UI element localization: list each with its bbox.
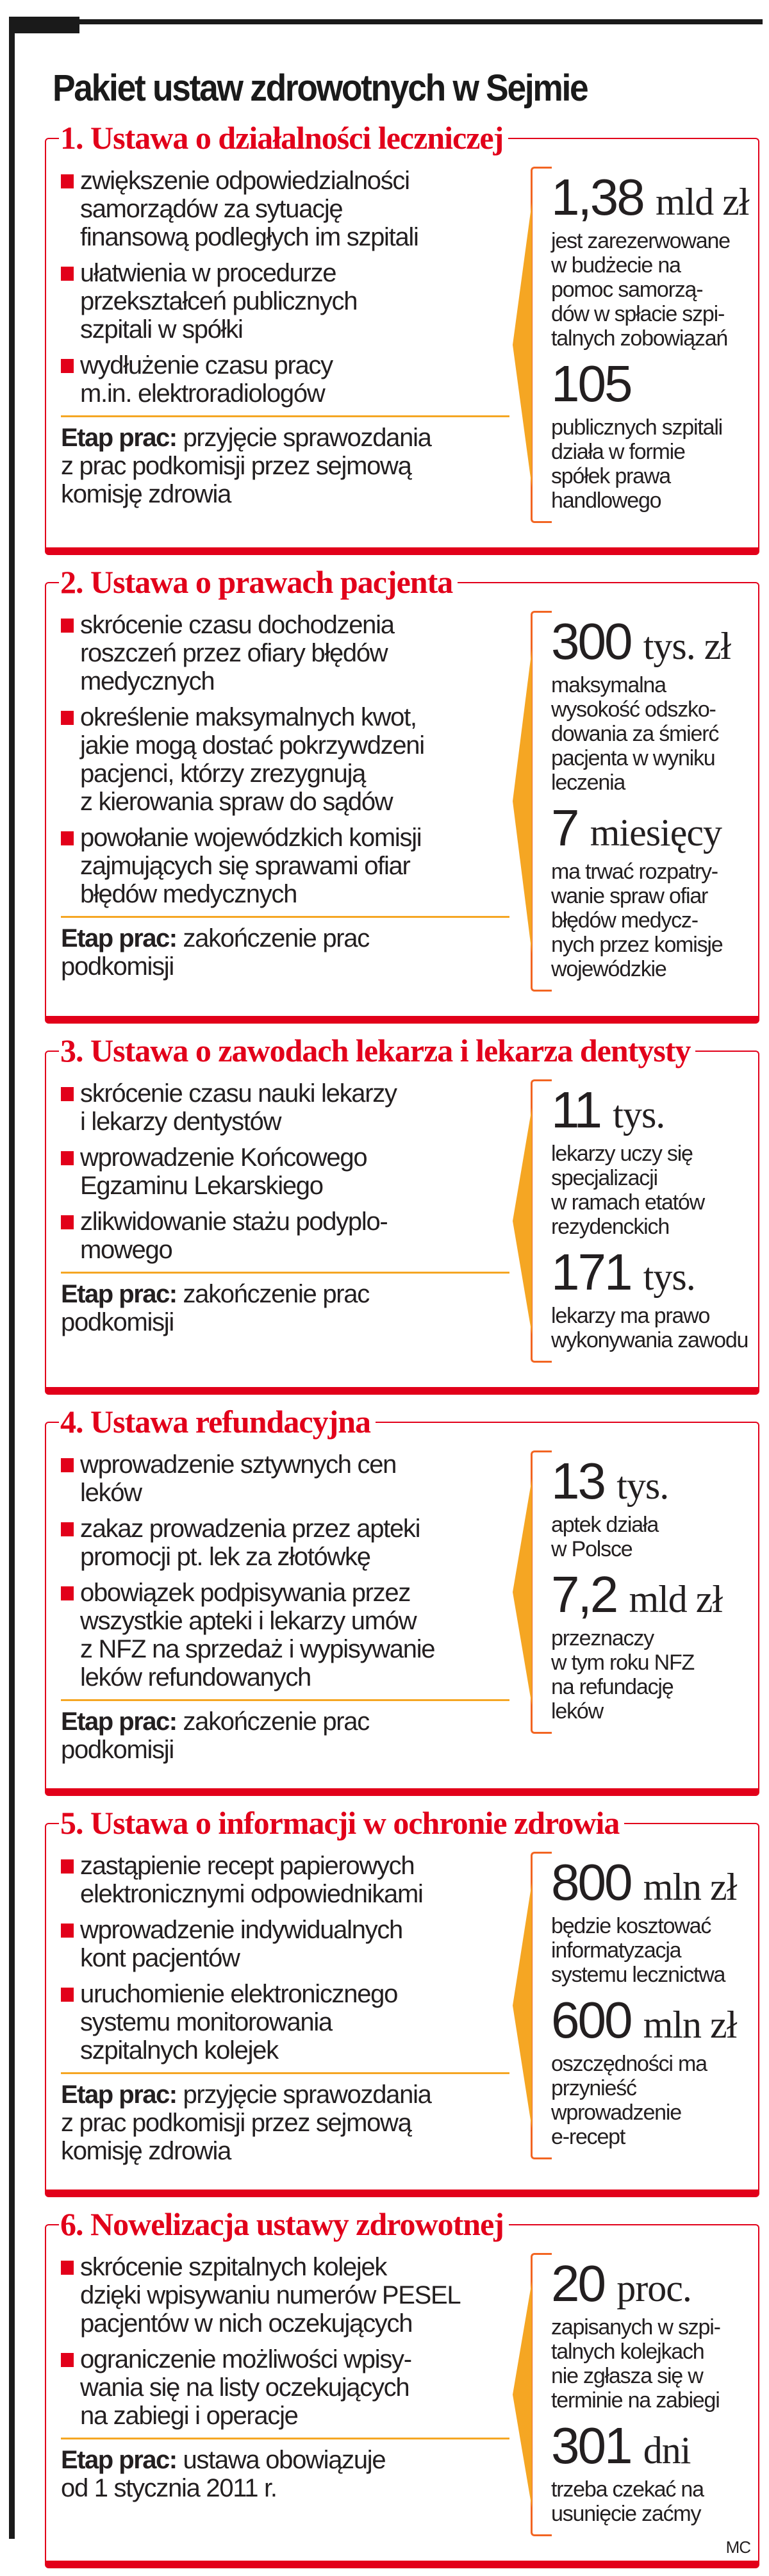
stats-list [538, 1856, 756, 2149]
stat-number: 171 [551, 1243, 631, 1300]
bullet-text: powołanie wojewódzkich komisji zajmujących się sprawami ofiar błędów medycznych [80, 824, 422, 908]
arrow-pointer-icon [513, 1479, 532, 1706]
bullet-text: określenie maksymalnych kwot, jakie mogą dostać pokrzywdzeni pacjenci, którzy zrezygnują z kierowania spraw do sądów [80, 703, 424, 816]
sections-container [45, 119, 759, 2576]
stat-figure [551, 615, 756, 673]
bullet-text: wprowadzenie indywidualnych kont pacjentów [80, 1916, 402, 1972]
section-details [61, 1079, 509, 1336]
divider [61, 1699, 509, 1701]
section-details [61, 2253, 509, 2502]
bullet-item [61, 167, 509, 251]
stat-unit: mln zł [643, 1866, 737, 1908]
stat-description: lekarzy uczy się specjalizacji w ramach etatów rezydenckich [551, 1142, 704, 1239]
red-square-bullet-icon [61, 1151, 74, 1165]
red-square-bullet-icon [61, 831, 74, 845]
stage-value: przyjęcie sprawozdania z prac podkomisji przez sejmową komisję zdrowia [61, 424, 431, 508]
stat-figure [551, 1454, 756, 1513]
stat-unit: miesięcy [590, 811, 722, 854]
section-bottom-bar [45, 2561, 759, 2568]
bullet-text: skrócenie czasu dochodzenia roszczeń przez ofiary błędów medycznych [80, 611, 394, 695]
stat-figure [551, 1568, 756, 1626]
bullet-list [61, 1450, 509, 1691]
section-heading: 1. Ustawa o działalności leczniczej [59, 119, 508, 157]
section-heading: 2. Ustawa o prawach pacjenta [59, 563, 458, 601]
bullet-item [61, 351, 509, 408]
page-title: Pakiet ustaw zdrowotnych w Sejmie [53, 67, 588, 109]
arrow-pointer-icon [513, 1882, 532, 2129]
work-stage [61, 1280, 509, 1336]
section-bottom-bar [45, 547, 759, 555]
stat-figure [551, 801, 756, 860]
stat-description: maksymalna wysokość odszko- dowania za śmierć pacjenta w wyniku leczenia [551, 673, 719, 795]
section-content [45, 167, 759, 523]
divider [61, 2072, 509, 2074]
stat-description: oszczędności ma przynieść wprowadzenie e-recept [551, 2052, 707, 2149]
stat-number: 11 [551, 1081, 601, 1138]
law-section-1 [45, 119, 759, 549]
stat-description: aptek działa w Polsce [551, 1513, 659, 1561]
stat-figure [551, 1083, 756, 1142]
section-content [45, 1079, 759, 1363]
stat-number: 301 [551, 2417, 631, 2474]
stat-figure [551, 2419, 756, 2477]
red-square-bullet-icon [61, 267, 74, 281]
section-details [61, 611, 509, 981]
bullet-text: wprowadzenie Końcowego Egzaminu Lekarskiego [80, 1143, 367, 1200]
red-square-bullet-icon [61, 1087, 74, 1101]
stat-unit: tys. [616, 1465, 669, 1507]
stage-value: przyjęcie sprawozdania z prac podkomisji przez sejmową komisję zdrowia [61, 2081, 431, 2165]
section-heading: 3. Ustawa o zawodach lekarza i lekarza dentysty [59, 1031, 695, 1070]
bullet-item [61, 1980, 509, 2065]
stats-panel [538, 1450, 756, 1734]
bullet-text: uruchomienie elektronicznego systemu monitorowania szpitalnych kolejek [80, 1980, 398, 2065]
work-stage [61, 424, 509, 508]
bullet-text: zakaz prowadzenia przez apteki promocji pt. lek za złotówkę [80, 1515, 420, 1571]
divider [61, 916, 509, 918]
bullet-item [61, 2253, 509, 2338]
top-rule-corner [9, 17, 79, 33]
bullet-list [61, 167, 509, 408]
section-details [61, 167, 509, 508]
section-heading: 6. Nowelizacja ustawy zdrowotnej [59, 2205, 509, 2243]
law-section-3 [45, 1031, 759, 1388]
stat-number: 300 [551, 613, 631, 670]
author-credit: MC [725, 2538, 750, 2557]
bullet-text: zwiększenie odpowiedzialności samorządów za sytuację finansową podległych im szpitali [80, 167, 418, 251]
stat-item [538, 1568, 756, 1724]
stats-list [538, 1083, 756, 1352]
bullet-item [61, 1515, 509, 1571]
stage-value: zakończenie prac podkomisji [61, 924, 369, 981]
bullet-list [61, 1852, 509, 2065]
stat-item [538, 1856, 756, 1987]
stat-description: ma trwać rozpatry- wanie spraw ofiar błędów medycz- nych przez komisje wojewódzkie [551, 860, 723, 981]
bullet-item [61, 2345, 509, 2430]
stat-description: przeznaczy w tym roku NFZ na refundację leków [551, 1626, 695, 1724]
bullet-item [61, 1916, 509, 1972]
arrow-pointer-icon [513, 2281, 532, 2508]
bullet-list [61, 611, 509, 908]
stat-item [538, 1993, 756, 2149]
stat-figure [551, 170, 756, 229]
stat-unit: tys. [613, 1093, 665, 1136]
section-bottom-bar [45, 1016, 759, 1024]
stat-unit: mld zł [655, 181, 749, 223]
stats-list [538, 2257, 756, 2526]
bullet-text: skrócenie szpitalnych kolejek dzięki wpisywaniu numerów PESEL pacjentów w nich oczekujących [80, 2253, 461, 2338]
section-heading: 5. Ustawa o informacji w ochronie zdrowia [59, 1804, 624, 1842]
stat-number: 105 [551, 355, 631, 412]
stats-panel [538, 2253, 756, 2536]
bullet-text: obowiązek podpisywania przez wszystkie apteki i lekarzy umów z NFZ na sprzedaż i wypisywanie leków refundowanych [80, 1579, 435, 1691]
stat-item [538, 170, 756, 351]
stat-figure [551, 2257, 756, 2315]
work-stage [61, 1708, 509, 1764]
stage-value: ustawa obowiązuje od 1 stycznia 2011 r. [61, 2446, 386, 2502]
stat-number: 7 [551, 799, 578, 856]
top-rule [9, 19, 763, 24]
stat-item [538, 1083, 756, 1239]
bullet-list [61, 2253, 509, 2430]
red-square-bullet-icon [61, 1988, 74, 2002]
red-square-bullet-icon [61, 2261, 74, 2275]
bullet-item [61, 1579, 509, 1691]
stats-list [538, 170, 756, 513]
stat-figure [551, 1856, 756, 1914]
stat-unit: mld zł [629, 1578, 723, 1620]
red-square-bullet-icon [61, 1522, 74, 1536]
stat-description: publicznych szpitali działa w formie spółek prawa handlowego [551, 415, 723, 513]
stat-number: 600 [551, 1991, 631, 2048]
divider [61, 1272, 509, 1274]
stage-label: Etap prac: [61, 424, 177, 452]
bullet-text: zastąpienie recept papierowych elektronicznymi odpowiednikami [80, 1852, 423, 1908]
stat-description: lekarzy ma prawo wykonywania zawodu [551, 1304, 748, 1352]
left-rule [9, 17, 15, 2539]
bullet-item [61, 1852, 509, 1908]
stat-description: zapisanych w szpi- talnych kolejkach nie zgłasza się w terminie na zabiegi [551, 2315, 720, 2413]
stat-item [538, 1454, 756, 1561]
section-bottom-bar [45, 1387, 759, 1395]
bullet-text: wydłużenie czasu pracy m.in. elektroradiologów [80, 351, 333, 408]
work-stage [61, 924, 509, 981]
red-square-bullet-icon [61, 1586, 74, 1600]
red-square-bullet-icon [61, 359, 74, 373]
stage-label: Etap prac: [61, 1280, 177, 1308]
stat-number: 1,38 [551, 169, 643, 226]
stats-list [538, 615, 756, 981]
law-section-2 [45, 563, 759, 1017]
bullet-text: ograniczenie możliwości wpisy- wania się na listy oczekujących na zabiegi i operacje [80, 2345, 411, 2430]
bullet-item [61, 1450, 509, 1507]
red-square-bullet-icon [61, 174, 74, 188]
stage-label: Etap prac: [61, 2446, 177, 2474]
section-heading: 4. Ustawa refundacyjna [59, 1402, 376, 1441]
section-details [61, 1450, 509, 1764]
arrow-pointer-icon [513, 1108, 532, 1334]
bullet-text: ułatwienia w procedurze przekształceń publicznych szpitali w spółki [80, 259, 358, 344]
red-square-bullet-icon [61, 1924, 74, 1938]
stage-label: Etap prac: [61, 2081, 177, 2109]
section-content [45, 1852, 759, 2165]
stat-item [538, 357, 756, 513]
bullet-list [61, 1079, 509, 1264]
stat-number: 7,2 [551, 1566, 617, 1623]
section-bottom-bar [45, 1788, 759, 1796]
stat-figure [551, 1993, 756, 2052]
stage-label: Etap prac: [61, 924, 177, 952]
divider [61, 415, 509, 417]
stat-number: 13 [551, 1452, 604, 1509]
bullet-text: zlikwidowanie stażu podyplo- mowego [80, 1208, 388, 1264]
stage-label: Etap prac: [61, 1708, 177, 1736]
bullet-item [61, 1079, 509, 1136]
stat-unit: mln zł [643, 2004, 737, 2046]
section-content [45, 611, 759, 992]
stats-panel [538, 167, 756, 523]
stat-unit: tys. zł [643, 625, 731, 667]
stage-value: zakończenie prac podkomisji [61, 1280, 369, 1336]
stat-description: trzeba czekać na usunięcie zaćmy [551, 2477, 704, 2526]
section-content [45, 2253, 759, 2536]
bullet-item [61, 1143, 509, 1200]
section-content [45, 1450, 759, 1764]
stat-item [538, 2419, 756, 2526]
stat-figure [551, 1245, 756, 1304]
stat-item [538, 2257, 756, 2413]
section-details [61, 1852, 509, 2165]
work-stage [61, 2081, 509, 2165]
red-square-bullet-icon [61, 1859, 74, 1874]
stats-list [538, 1454, 756, 1724]
bullet-item [61, 824, 509, 908]
arrow-pointer-icon [513, 649, 532, 953]
red-square-bullet-icon [61, 711, 74, 725]
stat-figure [551, 357, 756, 415]
stat-description: będzie kosztować informatyzacja systemu lecznictwa [551, 1914, 725, 1987]
stat-number: 800 [551, 1854, 631, 1911]
bullet-item [61, 1208, 509, 1264]
red-square-bullet-icon [61, 1458, 74, 1472]
stat-unit: proc. [616, 2267, 691, 2309]
law-section-5 [45, 1804, 759, 2191]
arrow-pointer-icon [513, 203, 532, 488]
law-section-4 [45, 1402, 759, 1790]
stat-item [538, 801, 756, 981]
red-square-bullet-icon [61, 1215, 74, 1229]
stat-item [538, 615, 756, 795]
bullet-text: skrócenie czasu nauki lekarzy i lekarzy dentystów [80, 1079, 397, 1136]
red-square-bullet-icon [61, 2353, 74, 2367]
stats-panel [538, 611, 756, 992]
stats-panel [538, 1079, 756, 1363]
stat-description: jest zarezerwowane w budżecie na pomoc samorzą- dów w spłacie szpi- talnych zobowiązań [551, 229, 730, 351]
stat-unit: dni [643, 2429, 691, 2472]
section-bottom-bar [45, 2190, 759, 2197]
bullet-item [61, 703, 509, 816]
stat-item [538, 1245, 756, 1352]
bullet-item [61, 611, 509, 695]
stat-unit: tys. [643, 1256, 695, 1298]
stage-value: zakończenie prac podkomisji [61, 1708, 369, 1764]
bullet-text: wprowadzenie sztywnych cen leków [80, 1450, 397, 1507]
stats-panel [538, 1852, 756, 2159]
red-square-bullet-icon [61, 619, 74, 633]
divider [61, 2438, 509, 2439]
work-stage [61, 2446, 509, 2502]
law-section-6 [45, 2205, 759, 2562]
stat-number: 20 [551, 2255, 604, 2312]
bullet-item [61, 259, 509, 344]
